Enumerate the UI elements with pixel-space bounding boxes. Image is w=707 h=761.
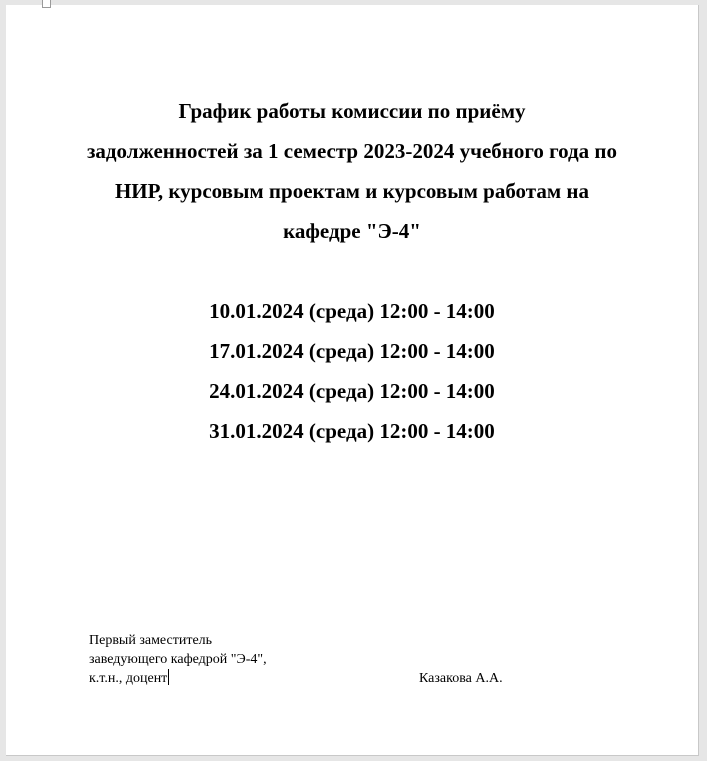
- title-line: График работы комиссии по приёму: [178, 99, 526, 123]
- title-line: кафедре "Э-4": [283, 219, 421, 243]
- signer-position-line: заведующего кафедрой "Э-4",: [89, 652, 267, 667]
- document-title: [6, 91, 698, 251]
- schedule-item: 10.01.2024 (среда) 12:00 - 14:00: [209, 299, 495, 323]
- page-corner-marker: [42, 0, 51, 8]
- schedule-item: 24.01.2024 (среда) 12:00 - 14:00: [209, 379, 495, 403]
- schedule-list: [6, 291, 698, 451]
- schedule-item: 31.01.2024 (среда) 12:00 - 14:00: [209, 419, 495, 443]
- title-line: задолженностей за 1 семестр 2023-2024 учебного года по: [86, 139, 618, 163]
- schedule-item: 17.01.2024 (среда) 12:00 - 14:00: [209, 339, 495, 363]
- signature-block: [89, 631, 267, 688]
- title-line: НИР, курсовым проектам и курсовым работам на: [114, 179, 590, 203]
- signer-name: Казакова А.А.: [419, 671, 503, 686]
- signer-position-line: к.т.н., доцент: [89, 671, 168, 686]
- document-page[interactable]: [6, 5, 699, 756]
- signer-position-line: Первый заместитель: [89, 633, 213, 648]
- text-cursor: [168, 669, 169, 685]
